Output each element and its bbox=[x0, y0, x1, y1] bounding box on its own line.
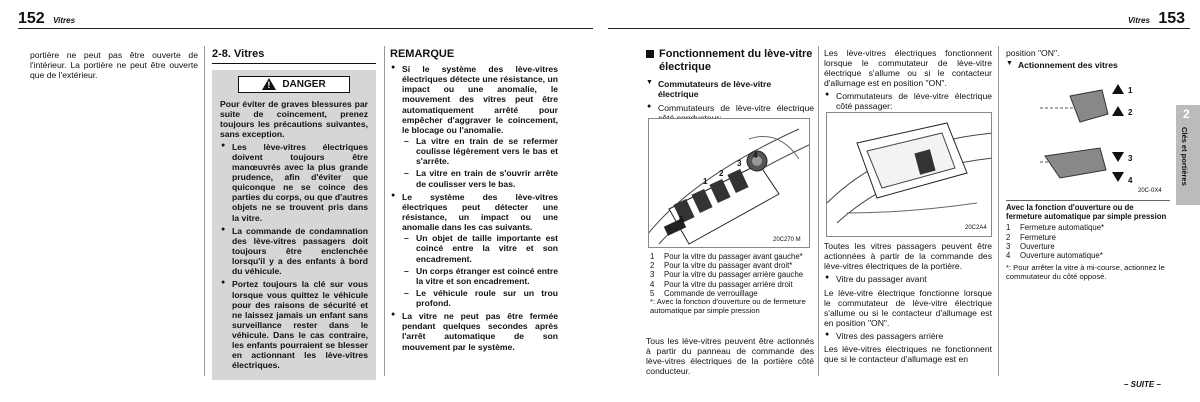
danger-item: ● Portez toujours la clé sur vous lorsque vous quittez le véhicule pour des raisons de sécurité et ne laissez jamais un enfant sans surveillance rester dans le véhicule. Dans le cas contraire, les enfants pourraient se blesser en actionnant les lève-vitres électriques. bbox=[220, 279, 368, 370]
actuation-callout-2: 2 bbox=[1128, 108, 1133, 117]
passenger-bullet: ● Commutateurs de lève-vitre électrique côté passager: bbox=[824, 91, 992, 111]
remarque-subitem: – Un corps étranger est coincé entre la vitre et son encadrement. bbox=[402, 266, 558, 286]
danger-label: DANGER bbox=[282, 78, 326, 90]
driver-switch-figure bbox=[648, 118, 810, 248]
actuation-callout-1: 1 bbox=[1128, 86, 1133, 95]
left-page-header bbox=[18, 10, 75, 29]
callout-4: 4 bbox=[753, 151, 758, 160]
legend-row: 1 Pour la vitre du passager avant gauche* bbox=[650, 252, 803, 261]
legend-row: 4 Pour la vitre du passager arrière droit bbox=[650, 279, 793, 289]
remarque-subitem: – Le véhicule roule sur un trou profond. bbox=[402, 288, 558, 308]
legend-row: 3 Pour la vitre du passager arrière gauche bbox=[650, 270, 804, 280]
right-col-1 bbox=[646, 48, 814, 127]
right-col-divider-2 bbox=[998, 46, 999, 376]
remarque-item: ● La vitre ne peut pas être fermée pendant quelques secondes après l'arrêt automatique de son mouvement par le système. bbox=[390, 311, 558, 352]
callout-3: 3 bbox=[737, 159, 742, 168]
op-heading-text: Fonctionnement du lève-vitre électrique bbox=[659, 48, 813, 73]
figure-code: 20C2A4 bbox=[965, 225, 987, 231]
driver-bottom-paragraph: Tous les lève-vitres peuvent être actionnés à partir du panneau de commande des lève-vitres électriques de la portière côté conducteur. bbox=[646, 336, 814, 377]
left-header-rule bbox=[18, 28, 593, 29]
right-col-2-lower bbox=[824, 241, 992, 367]
switch-subheading bbox=[646, 79, 814, 99]
remarque-title: REMARQUE bbox=[390, 48, 455, 60]
col2-para2: Le lève-vitre électrique fonctionne lorsque le commutateur de lève-vitre électrique s'allume ou si le contacteur d'allumage est en position "ON". bbox=[824, 287, 992, 328]
right-col-2 bbox=[824, 48, 992, 114]
rear-passenger-list bbox=[824, 331, 992, 341]
remarque-item-text: Le système des lève-vitres électriques peut détecter une résistance, un impact ou une anomalie dans les cas suivants. bbox=[402, 191, 558, 233]
danger-box bbox=[212, 70, 376, 380]
danger-badge bbox=[238, 76, 350, 93]
right-page-header bbox=[1128, 10, 1185, 29]
col2-top-text: Les lève-vitres électriques fonctionnent lorsque le commutateur de lève-vitre électrique s'allume ou si le contacteur d'allumage est en position "ON". bbox=[824, 48, 992, 89]
front-passenger-bullet: ● Vitre du passager avant bbox=[824, 274, 992, 284]
remarque-list bbox=[390, 64, 558, 352]
intro-text: portière ne peut pas être ouverte de l'intérieur. La portière ne peut être ouverte que de l'extérieur. bbox=[30, 50, 198, 81]
legend-row: 5 Commande de verrouillage bbox=[650, 288, 758, 298]
callout-2: 2 bbox=[719, 169, 724, 178]
actuation-drawing bbox=[1010, 78, 1170, 196]
danger-list bbox=[220, 142, 368, 371]
chapter-number: 2 bbox=[1183, 107, 1190, 121]
danger-item: ● Les lève-vitres électriques doivent toujours être manœuvrés avec la plus grande prudence, afin d'éviter que quiconque ne se coince des parties du corps, ou que d'autres objets ne se trouvent pris dans la vitre. bbox=[220, 142, 368, 223]
driver-legend bbox=[650, 252, 818, 316]
actuation-subheading bbox=[1006, 60, 1170, 70]
right-running-title: Vitres bbox=[1128, 16, 1150, 25]
driver-switch-drawing bbox=[649, 119, 810, 248]
chapter-side-tab bbox=[1176, 105, 1200, 205]
actuation-callout-4: 4 bbox=[1128, 176, 1133, 185]
remarque-subitem: – La vitre en train de s'ouvrir arrête de coulisser vers le bas. bbox=[402, 168, 558, 188]
remarque-sublist bbox=[402, 233, 558, 308]
legend-note: *: Avec la fonction d'ouverture ou de fermeture automatique par simple pression bbox=[650, 296, 806, 315]
chapter-label: Clés et portières bbox=[1179, 127, 1189, 186]
front-passenger-list bbox=[824, 274, 992, 284]
right-page-number: 153 bbox=[1158, 10, 1186, 27]
warning-triangle-icon: ! bbox=[262, 78, 276, 90]
left-col-divider-1 bbox=[204, 46, 205, 376]
left-col-1 bbox=[30, 50, 198, 82]
legend-row: 1 Fermeture automatique* bbox=[1006, 223, 1105, 233]
danger-item: ● La commande de condamnation des lève-vitres passagers doit toujours être enclenchée lorsqu'il y a des enfants à bord du véhicule. bbox=[220, 226, 368, 277]
left-col-3 bbox=[390, 48, 558, 355]
legend-row: 2 Pour la vitre du passager avant droit* bbox=[650, 261, 793, 271]
down-triangle-icon: ▼ bbox=[646, 78, 653, 86]
callout-1: 1 bbox=[703, 177, 708, 186]
col2-para3: Les lève-vitres électriques ne fonctionnent que si le contacteur d'allumage est en bbox=[824, 344, 992, 365]
passenger-switch-figure bbox=[826, 112, 992, 237]
actuation-fig-title: Avec la fonction d'ouverture ou de fermeture automatique par simple pression bbox=[1006, 203, 1167, 222]
suite-label: – SUITE – bbox=[1124, 380, 1161, 389]
callout-5: 5 bbox=[679, 215, 684, 224]
actuation-legend bbox=[1006, 200, 1170, 282]
legend-row: 2 Fermeture bbox=[1006, 232, 1056, 242]
square-bullet-icon bbox=[646, 50, 654, 58]
legend-row: 3 Ouverture bbox=[1006, 241, 1055, 251]
right-header-rule bbox=[608, 28, 1190, 29]
right-col-divider-1 bbox=[818, 46, 819, 376]
remarque-item bbox=[390, 192, 558, 309]
actuation-subheading-text: Actionnement des vitres bbox=[1017, 60, 1118, 71]
figure-code: 20C-0X4 bbox=[1138, 188, 1162, 194]
actuation-figure bbox=[1010, 78, 1170, 196]
danger-intro: Pour éviter de graves blessures par suite de coincement, prenez toujours les précautions suivantes, sans exception. bbox=[220, 98, 368, 140]
driver-bullet: ● Commutateurs de lève-vitre électrique bbox=[646, 103, 814, 123]
left-col-2 bbox=[212, 48, 376, 380]
left-running-title: Vitres bbox=[53, 16, 76, 25]
right-col-3 bbox=[1006, 48, 1170, 70]
actuation-callout-3: 3 bbox=[1128, 154, 1133, 163]
col3-top-text: position "ON". bbox=[1006, 48, 1060, 58]
actuation-note: *: Pour arrêter la vitre à mi-course, actionnez le commutateur du côté opposé. bbox=[1006, 263, 1165, 282]
section-title: 2-8. Vitres bbox=[212, 48, 376, 64]
remarque-sublist bbox=[402, 136, 558, 189]
left-col-divider-2 bbox=[384, 46, 385, 376]
left-page-number: 152 bbox=[18, 10, 45, 27]
col2-para: Toutes les vitres passagers peuvent être actionnées à partir de la commande des lève-vitres électriques de la portière. bbox=[824, 241, 992, 272]
legend-row: 4 Ouverture automatique* bbox=[1006, 250, 1103, 260]
remarque-item-text: Si le système des lève-vitres électriques détecte une résistance, un impact ou une anomalie, le mouvement des vitres peut être automatiquement arrêté pour empêcher d'aggraver le coincement, le blocage ou l'anomalie. bbox=[402, 63, 558, 135]
passenger-switch-drawing bbox=[827, 113, 992, 237]
switch-subheading-text: Commutateurs de lève-vitre électrique bbox=[657, 78, 772, 100]
down-triangle-icon: ▼ bbox=[1006, 60, 1013, 68]
figure-code: 20C270 M bbox=[773, 237, 801, 243]
remarque-item bbox=[390, 64, 558, 189]
op-heading bbox=[646, 48, 814, 74]
passenger-bullet-list bbox=[824, 91, 992, 111]
rear-passenger-bullet: ● Vitres des passagers arrière bbox=[824, 331, 992, 341]
driver-bottom-text bbox=[646, 336, 814, 379]
remarque-subitem: – La vitre en train de se refermer coulisse légèrement vers le bas et s'arrête. bbox=[402, 136, 558, 166]
remarque-subitem: – Un objet de taille importante est coincé entre la vitre et son encadrement. bbox=[402, 233, 558, 263]
